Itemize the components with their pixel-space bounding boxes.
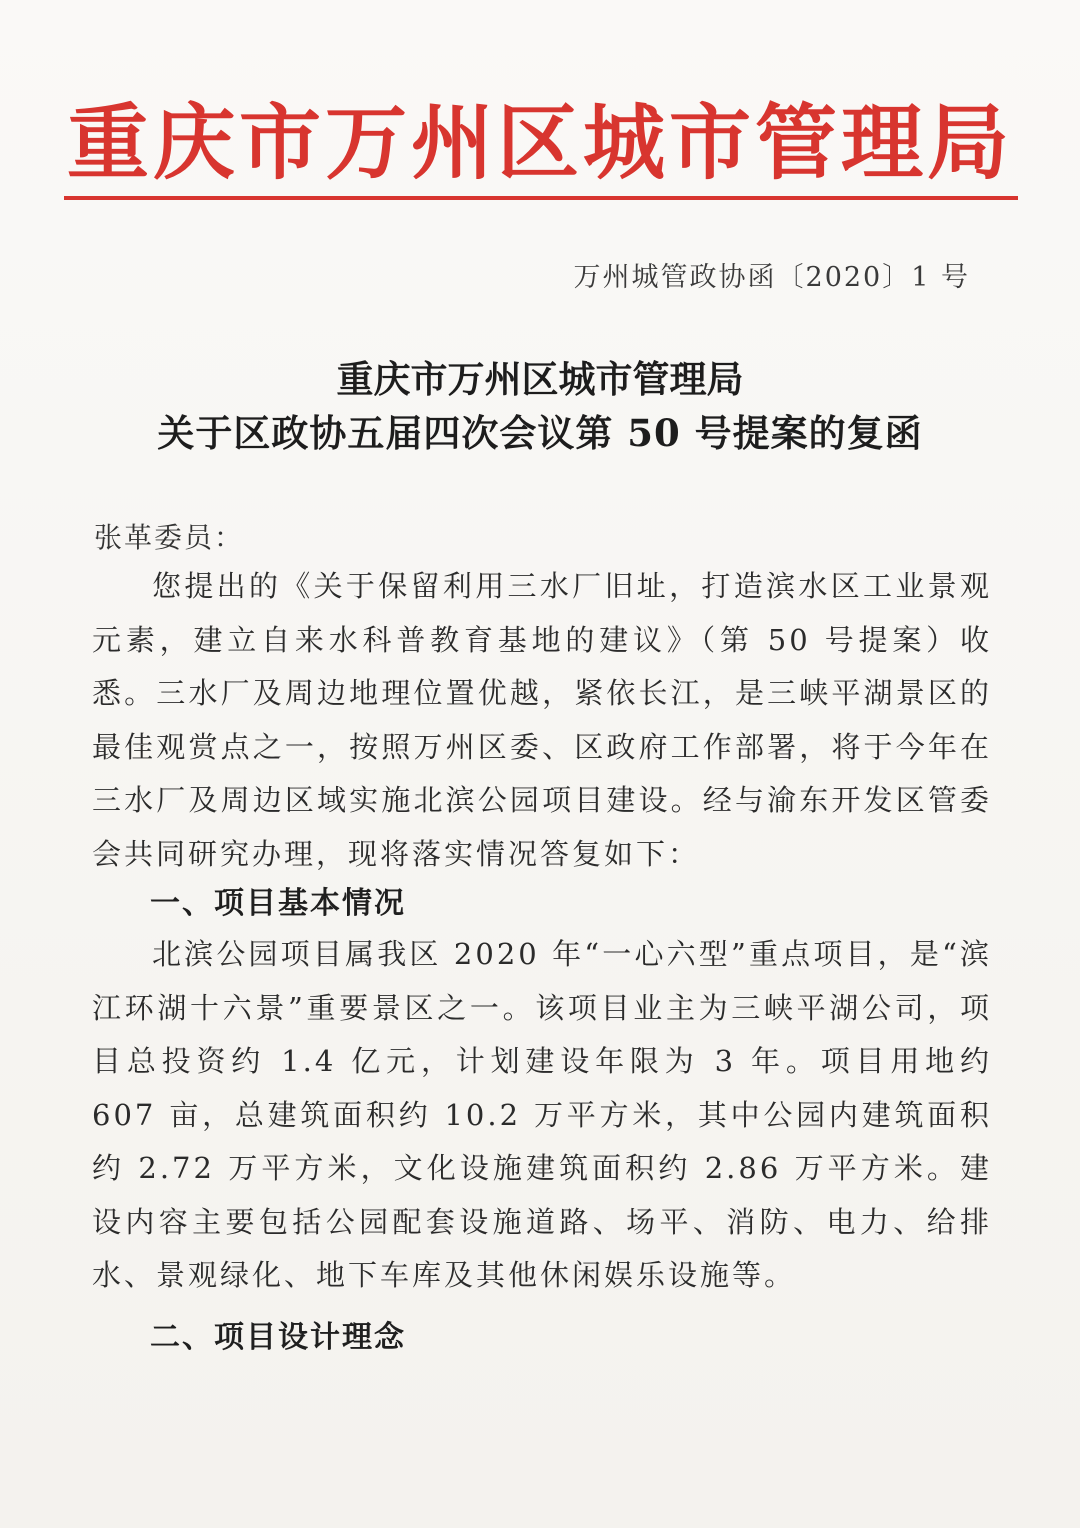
letterhead-title: 重庆市万州区城市管理局 bbox=[66, 95, 1013, 191]
section-heading-1: 一、项目基本情况 bbox=[150, 886, 406, 921]
salutation: 张革委员： bbox=[94, 521, 245, 554]
letterhead-red-rule bbox=[64, 196, 1018, 200]
document-title-line2: 关于区政协五届四次会议第 50 号提案的复函 bbox=[157, 411, 923, 455]
document-number: 万州城管政协函〔2020〕1 号 bbox=[573, 262, 970, 293]
body-paragraph-2: 北滨公园项目属我区 2020 年“一心六型”重点项目，是“滨江环湖十六景”重要景区之一。该项目业主为三峡平湖公司，项目总投资约 1.4 亿元，计划建设年限为 3 年。项目用地约 607 亩，总建筑面积约 10.2 万平方米，其中公园内建筑面积约 2.72 万平方米，文化设施建筑面积约 2.86 万平方米。建设内容主要包括公园配套设施道路、场平、消防、电力、给排水、景观绿化、地下车库及其他休闲娱乐设施等。 bbox=[92, 937, 992, 1292]
body-paragraph-1: 您提出的《关于保留利用三水厂旧址，打造滨水区工业景观元素，建立自来水科普教育基地的建议》（第 50 号提案）收悉。三水厂及周边地理位置优越，紧依长江，是三峡平湖景区的最佳观赏点之一，按照万州区委、区政府工作部署，将于今年在三水厂及周边区域实施北滨公园项目建设。经与渝东开发区管委会共同研究办理，现将落实情况答复如下： bbox=[92, 569, 992, 871]
document-title-line1: 重庆市万州区城市管理局 bbox=[336, 357, 744, 401]
section-heading-2: 二、项目设计理念 bbox=[150, 1320, 406, 1355]
